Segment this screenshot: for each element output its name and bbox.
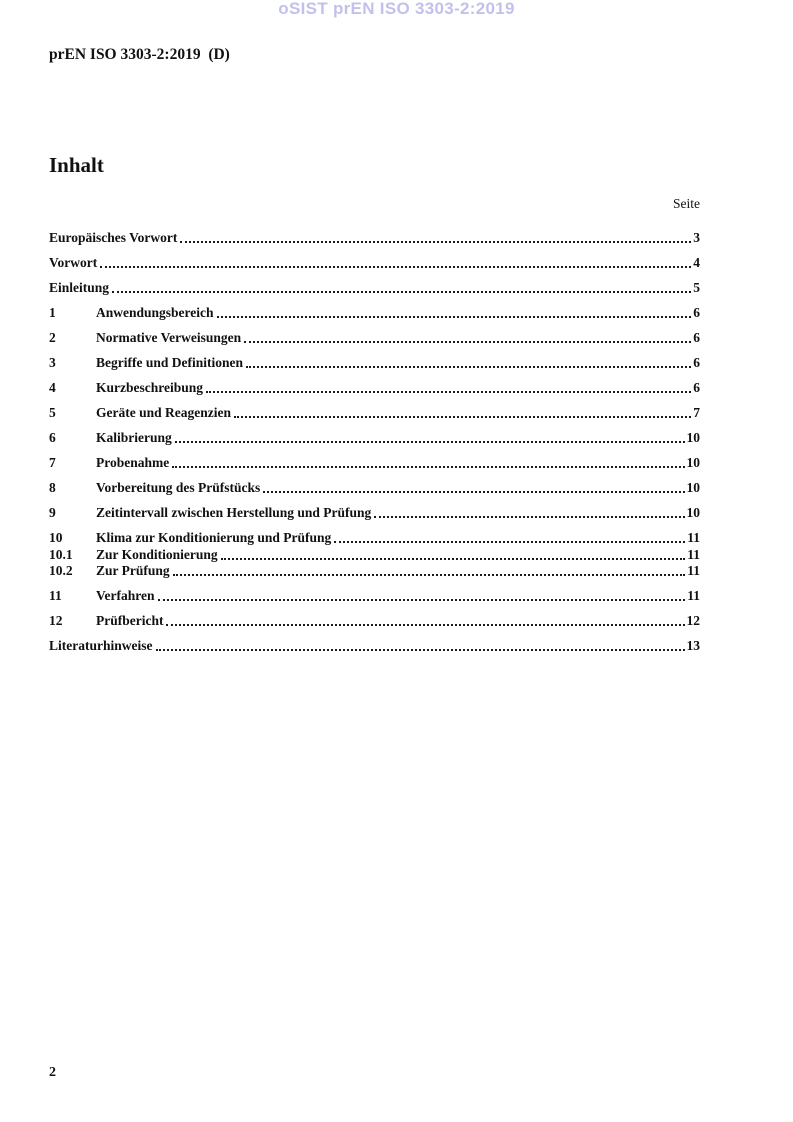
toc-entry-number: 4 bbox=[49, 380, 56, 395]
toc-entry-title: Probenahme bbox=[96, 455, 170, 470]
toc-entry-page: 10 bbox=[686, 505, 700, 520]
toc-entry-title: Zeitintervall zwischen Herstellung und Prüfung bbox=[96, 505, 372, 520]
toc-entry[interactable] bbox=[49, 380, 700, 395]
dot-leader bbox=[217, 316, 692, 318]
toc-entry[interactable] bbox=[49, 405, 700, 420]
toc-entry-number: 6 bbox=[49, 430, 56, 445]
toc-entry-title: Vorbereitung des Prüfstücks bbox=[96, 480, 261, 495]
toc-entry-page: 6 bbox=[693, 305, 700, 320]
toc-entry[interactable] bbox=[49, 613, 700, 628]
toc-entry-page: 3 bbox=[693, 230, 700, 245]
dot-leader bbox=[175, 441, 685, 443]
toc-entry[interactable] bbox=[49, 480, 700, 495]
toc-entry[interactable] bbox=[49, 230, 700, 245]
toc-entry-page: 12 bbox=[686, 613, 700, 628]
dot-leader bbox=[234, 416, 691, 418]
toc-entry-page: 7 bbox=[693, 405, 700, 420]
toc-entry-title: Europäisches Vorwort bbox=[49, 230, 178, 245]
toc-entry-page: 6 bbox=[693, 380, 700, 395]
toc-entry[interactable] bbox=[49, 305, 700, 320]
toc-entry-number: 9 bbox=[49, 505, 56, 520]
toc-entry[interactable] bbox=[49, 330, 700, 345]
toc-entry-page: 10 bbox=[686, 480, 700, 495]
document-reference-header: prEN ISO 3303-2:2019 (D) bbox=[49, 46, 230, 63]
toc-entry[interactable] bbox=[49, 547, 700, 562]
toc-entry-number: 7 bbox=[49, 455, 56, 470]
toc-entry-title: Einleitung bbox=[49, 280, 110, 295]
watermark: oSIST prEN ISO 3303-2:2019 bbox=[278, 0, 515, 18]
toc-entry-title: Kurzbeschreibung bbox=[96, 380, 204, 395]
toc-entry-title: Geräte und Reagenzien bbox=[96, 405, 231, 420]
toc-entry-title: Normative Verweisungen bbox=[96, 330, 242, 345]
toc-entry-title: Verfahren bbox=[96, 588, 155, 603]
toc-entry[interactable] bbox=[49, 430, 700, 445]
footer-page-number: 2 bbox=[49, 1065, 56, 1080]
toc-entry-title: Vorwort bbox=[49, 255, 98, 270]
toc-entry-page: 10 bbox=[686, 455, 700, 470]
toc-entry-number: 12 bbox=[49, 613, 63, 628]
toc-entry-page: 10 bbox=[686, 430, 700, 445]
toc-entry-page: 11 bbox=[687, 546, 700, 562]
toc-entry-page: 11 bbox=[687, 530, 700, 545]
toc-entry[interactable] bbox=[49, 588, 700, 603]
toc-entry-number: 1 bbox=[49, 305, 56, 320]
dot-leader bbox=[206, 391, 691, 393]
toc-entry-number: 5 bbox=[49, 405, 56, 420]
dot-leader bbox=[173, 574, 686, 576]
toc-entry-title: Zur Konditionierung bbox=[96, 546, 218, 562]
toc-entry[interactable] bbox=[49, 530, 700, 545]
dot-leader bbox=[246, 366, 691, 368]
toc-heading: Inhalt bbox=[49, 153, 104, 177]
toc-entry-title: Prüfbericht bbox=[96, 613, 164, 628]
toc-entry[interactable] bbox=[49, 355, 700, 370]
toc-entry[interactable] bbox=[49, 638, 700, 653]
toc-entry-number: 10 bbox=[49, 530, 63, 545]
toc-entry[interactable] bbox=[49, 563, 700, 578]
toc-entry-title: Zur Prüfung bbox=[96, 563, 170, 578]
toc-entry-number: 3 bbox=[49, 355, 56, 370]
toc-entry-title: Klima zur Konditionierung und Prüfung bbox=[96, 530, 332, 545]
page-column-label: Seite bbox=[673, 196, 700, 211]
dot-leader bbox=[100, 266, 691, 268]
toc-entry-page: 13 bbox=[686, 638, 700, 653]
toc-entry[interactable] bbox=[49, 505, 700, 520]
toc-entry-page: 6 bbox=[693, 355, 700, 370]
toc-entry[interactable] bbox=[49, 255, 700, 270]
dot-leader bbox=[221, 558, 686, 560]
toc-entry-page: 4 bbox=[693, 255, 700, 270]
dot-leader bbox=[374, 516, 684, 518]
dot-leader bbox=[158, 599, 686, 601]
toc-entry-title: Anwendungsbereich bbox=[96, 305, 214, 320]
dot-leader bbox=[172, 466, 684, 468]
dot-leader bbox=[166, 624, 684, 626]
toc-entry-number: 11 bbox=[49, 588, 62, 603]
dot-leader bbox=[244, 341, 691, 343]
toc-entry[interactable] bbox=[49, 280, 700, 295]
toc-entry-page: 11 bbox=[687, 563, 700, 578]
dot-leader bbox=[112, 291, 691, 293]
toc-list bbox=[49, 230, 700, 653]
dot-leader bbox=[334, 541, 685, 543]
toc-entry-number: 10.1 bbox=[49, 546, 73, 562]
toc-entry-page: 6 bbox=[693, 330, 700, 345]
toc-entry-number: 2 bbox=[49, 330, 56, 345]
toc-entry[interactable] bbox=[49, 455, 700, 470]
toc-entry-number: 10.2 bbox=[49, 563, 73, 578]
dot-leader bbox=[180, 241, 691, 243]
toc-entry-title: Kalibrierung bbox=[96, 430, 172, 445]
toc-entry-title: Begriffe und Definitionen bbox=[96, 355, 243, 370]
toc-entry-title: Literaturhinweise bbox=[49, 638, 153, 653]
dot-leader bbox=[156, 649, 685, 651]
toc-entry-number: 8 bbox=[49, 480, 56, 495]
toc-entry-page: 5 bbox=[693, 280, 700, 295]
toc-entry-page: 11 bbox=[687, 588, 700, 603]
dot-leader bbox=[263, 491, 684, 493]
